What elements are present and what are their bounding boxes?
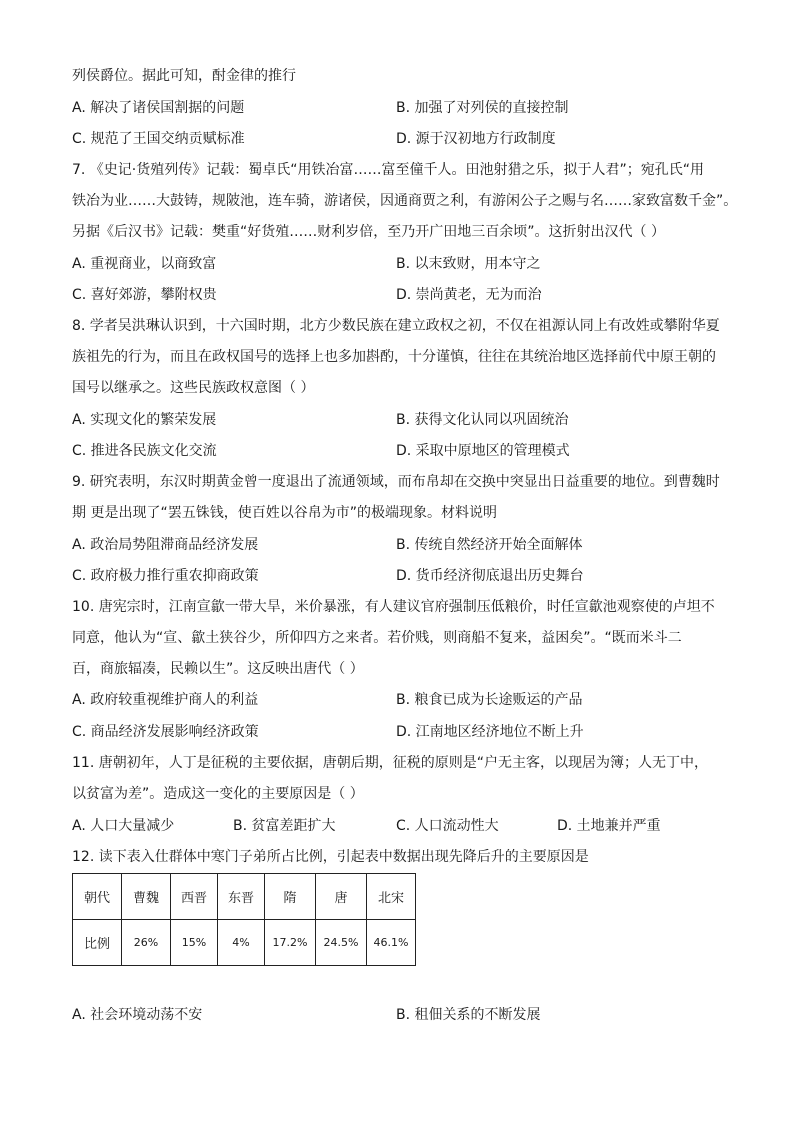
table-header-cell: 唐 [316, 874, 367, 920]
table-header-cell: 西晋 [171, 874, 218, 920]
ratio-table [72, 873, 416, 966]
q11-option-b: B. 贫富差距扩大 [233, 818, 336, 834]
q6-option-c: C. 规范了王国交纳贡赋标准 [72, 131, 245, 147]
q9-option-a: A. 政治局势阻滞商品经济发展 [72, 537, 259, 553]
table-cell: 17.2% [265, 920, 316, 966]
intro-line: 列侯爵位。据此可知，酎金律的推行 [72, 68, 296, 84]
q11-option-a: A. 人口大量减少 [72, 818, 175, 834]
q9-option-b: B. 传统自然经济开始全面解体 [396, 537, 583, 553]
q8-option-a: A. 实现文化的繁荣发展 [72, 412, 217, 428]
q10-option-d: D. 江南地区经济地位不断上升 [396, 724, 584, 740]
q9-option-d: D. 货币经济彻底退出历史舞台 [396, 568, 584, 584]
q9-stem-line-1: 9. 研究表明，东汉时期黄金曾一度退出了流通领域，而布帛却在交换中突显出日益重要的地位。到曹魏时 [72, 474, 720, 490]
q12-stem: 12. 读下表入仕群体中寒门子弟所占比例，引起表中数据出现先降后升的主要原因是 [72, 849, 589, 865]
q7-option-c: C. 喜好郊游，攀附权贵 [72, 287, 217, 303]
q11-option-d: D. 土地兼并严重 [557, 818, 661, 834]
q7-stem-line-3: 另据《后汉书》记载：樊重“好货殖……财利岁倍，至乃开广田地三百余顷”。这折射出汉代（ ） [72, 224, 665, 240]
q10-option-c: C. 商品经济发展影响经济政策 [72, 724, 259, 740]
q10-stem-line-2: 同意，他认为“宣、歙土狭谷少，所仰四方之来者。若价贱，则商船不复来，益困矣”。“既而米斗二 [72, 630, 682, 646]
q7-option-b: B. 以末致财，用本守之 [396, 256, 541, 272]
q8-stem-line-3: 国号以继承之。这些民族政权意图（ ） [72, 380, 315, 396]
q11-stem-line-1: 11. 唐朝初年，人丁是征税的主要依据，唐朝后期，征税的原则是“户无主客，以现居为簿；人无丁中， [72, 755, 708, 771]
q12-option-b: B. 租佃关系的不断发展 [396, 1007, 541, 1023]
table-cell: 4% [218, 920, 265, 966]
table-cell: 比例 [73, 920, 122, 966]
table-cell: 46.1% [367, 920, 416, 966]
q12-option-a: A. 社会环境动荡不安 [72, 1007, 203, 1023]
q7-stem-line-1: 7. 《史记·货殖列传》记载：蜀卓氏“用铁冶富……富至僮千人。田池射猎之乐，拟于人君”；宛孔氏“用 [72, 162, 705, 178]
table-header-cell: 东晋 [218, 874, 265, 920]
q8-option-b: B. 获得文化认同以巩固统治 [396, 412, 569, 428]
q7-stem-line-2: 铁冶为业……大鼓铸，规陂池，连车骑，游诸侯，因通商贾之利，有游闲公子之赐与名……家致富数千金”。 [72, 193, 738, 209]
q11-stem-line-2: 以贫富为差”。造成这一变化的主要原因是（ ） [72, 786, 364, 802]
q10-option-a: A. 政府较重视维护商人的利益 [72, 692, 259, 708]
q9-option-c: C. 政府极力推行重农抑商政策 [72, 568, 259, 584]
q11-option-c: C. 人口流动性大 [396, 818, 499, 834]
q8-stem-line-1: 8. 学者吴洪琳认识到，十六国时期，北方少数民族在建立政权之初，不仅在祖源认同上有改姓或攀附华夏 [72, 318, 720, 334]
table-row [73, 920, 416, 966]
q9-stem-line-2: 期 更是出现了“罢五铢钱，使百姓以谷帛为市”的极端现象。材料说明 [72, 505, 497, 521]
q6-option-a: A. 解决了诸侯国割据的问题 [72, 100, 245, 116]
q6-option-b: B. 加强了对列侯的直接控制 [396, 100, 569, 116]
table-header-cell: 朝代 [73, 874, 122, 920]
table-cell: 24.5% [316, 920, 367, 966]
q7-option-d: D. 崇尚黄老，无为而治 [396, 287, 542, 303]
q7-option-a: A. 重视商业，以商致富 [72, 256, 217, 272]
q8-option-c: C. 推进各民族文化交流 [72, 443, 217, 459]
q6-option-d: D. 源于汉初地方行政制度 [396, 131, 556, 147]
q10-stem-line-3: 百，商旅辐凑，民赖以生”。这反映出唐代（ ） [72, 661, 364, 677]
table-header-cell: 北宋 [367, 874, 416, 920]
table-header-row [73, 874, 416, 920]
q10-stem-line-1: 10. 唐宪宗时，江南宣歙一带大旱，米价暴涨，有人建议官府强制压低粮价，时任宣歙池观察使的卢坦不 [72, 599, 715, 615]
table-cell: 26% [122, 920, 171, 966]
table-header-cell: 曹魏 [122, 874, 171, 920]
table-header-cell: 隋 [265, 874, 316, 920]
q8-option-d: D. 采取中原地区的管理模式 [396, 443, 570, 459]
table-cell: 15% [171, 920, 218, 966]
q10-option-b: B. 粮食已成为长途贩运的产品 [396, 692, 583, 708]
q8-stem-line-2: 族祖先的行为，而且在政权国号的选择上也多加斟酌，十分谨慎，往往在其统治地区选择前代中原王朝的 [72, 349, 716, 365]
